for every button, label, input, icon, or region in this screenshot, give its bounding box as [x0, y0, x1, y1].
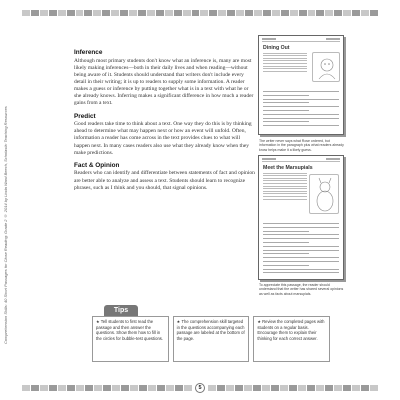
thumbnail-title: Dining Out: [263, 45, 290, 51]
illustration-image: [309, 174, 339, 214]
thumbnail-caption: To appreciate this passage, the reader should understand that the writer has shared several opinions as well as facts about marsupials.: [259, 283, 344, 296]
illustration-image: [312, 52, 340, 82]
tips-label: Tips: [104, 305, 138, 316]
tips-box: [92, 316, 330, 362]
section-predict: [74, 113, 256, 157]
section-title: Inference: [74, 49, 103, 56]
side-credit: Comprehension Skills: 40 Short Passages for Close Reading: Grade 2 © 2014 by Linda Ward Beech, Scholastic Teaching Resources: [3, 106, 8, 344]
star-icon: ★: [257, 319, 262, 324]
thumbnail-header: [262, 38, 340, 42]
main-text-column: [74, 49, 256, 197]
star-icon: ★: [96, 319, 100, 324]
section-fact-opinion: [74, 162, 256, 192]
thumbnail-header: [262, 158, 340, 162]
bottom-decorative-border: [22, 385, 378, 391]
tip-text: Review the completed pages with students on a regular basis. Encourage them to explain their thinking for each correct answer.: [257, 319, 325, 341]
tip-text: Tell students to first read the passage and then answer the questions. Show them how to fill in the circles for bubble-test questions.: [96, 319, 164, 341]
star-icon: ★: [176, 319, 181, 324]
section-title: Fact & Opinion: [74, 161, 120, 169]
thumbnail-questions: [263, 220, 339, 276]
section-body: Readers who can identify and differentiate between statements of fact and opinion are better able to analyze and assess a text. Students should learn to recognize phrases, such as I think and you should, that signal opinions.: [74, 170, 255, 191]
sample-page-thumbnail: [258, 35, 344, 135]
thumbnail-paragraph: [263, 173, 307, 200]
section-body: Although most primary students don't know what an inference is, many are most likely making inferences—both in their daily lives and when reading—without being aware of it. Students should understand that writers don't include every detail in their writing; it is up to readers to supply some information. A reader makes a guess or inference by putting together what is in a text with what he or she already knows. Inferring makes a significant difference in how much a reader gains from a text.: [74, 57, 254, 107]
page-number: 5: [195, 383, 205, 393]
section-inference: [74, 49, 256, 108]
sample-page-thumbnail: [258, 155, 344, 280]
section-body: Good readers take time to think about a text. One way they do this is by thinking ahead to determine what may happen next or how an event will unfold. Often, information a reader has come across in the text provides clues to what will happen next. In many cases readers also use what they already know when they make predictions.: [74, 121, 252, 156]
thumbnail-title: Meet the Marsupials: [263, 165, 313, 171]
tip-item: [92, 316, 169, 362]
tip-item: [173, 316, 250, 362]
thumbnail-paragraph: [263, 53, 307, 72]
thumbnail-questions: [263, 88, 339, 129]
tip-text: The comprehension skill targeted in the questions accompanying each passage are labeled at the bottom of the page.: [176, 319, 245, 341]
section-title: Predict: [74, 112, 96, 120]
tip-item: [253, 316, 330, 362]
top-decorative-border: [22, 10, 378, 16]
thumbnail-caption: The writer never says what Rose ordered, but information in the paragraph plus what readers already know helps make it a likely guess.: [259, 139, 344, 152]
